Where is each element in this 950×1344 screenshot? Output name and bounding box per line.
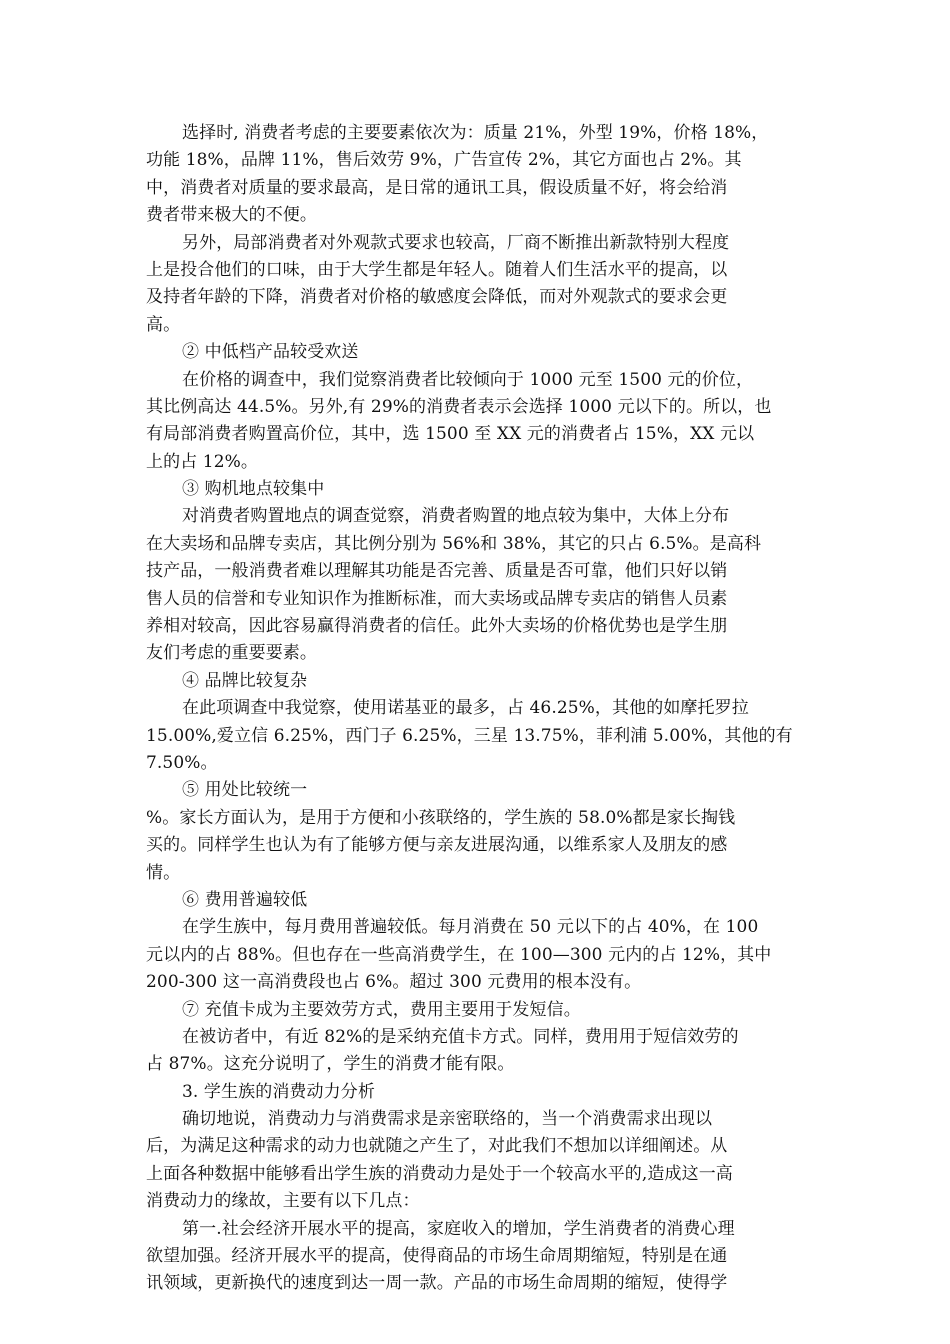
text-line: 在价格的调查中，我们觉察消费者比较倾向于 1000 元至 1500 元的价位， xyxy=(182,369,754,390)
text-line: 功能 18%，品牌 11%，售后效劳 9%，广告宣传 2%，其它方面也占 2%。其 xyxy=(146,150,742,171)
text-line: 选择时, 消费者考虑的主要要素依次为：质量 21%，外型 19%，价格 18%， xyxy=(182,123,769,143)
text-line: 售人员的信誉和专业知识作为推断标准，而大卖场或品牌专卖店的销售人员素 xyxy=(146,588,728,609)
text-line: 在大卖场和品牌专卖店，其比例分别为 56%和 38%，其它的只占 6.5%。是高科 xyxy=(146,533,762,554)
section-heading: ② 中低档产品较受欢送 xyxy=(182,342,359,363)
section-heading: ③ 购机地点较集中 xyxy=(182,479,325,500)
text-line: 上是投合他们的口味，由于大学生都是年轻人。随着人们生活水平的提高，以 xyxy=(146,259,728,280)
text-line: 技产品，一般消费者难以理解其功能是否完善、质量是否可靠，他们只好以销 xyxy=(146,561,728,582)
text-line: 对消费者购置地点的调查觉察，消费者购置的地点较为集中，大体上分布 xyxy=(182,506,730,527)
text-line: 元以内的占 88%。但也存在一些高消费学生，在 100—300 元内的占 12%，其中 xyxy=(146,944,772,965)
text-line: 后，为满足这种需求的动力也就随之产生了，对此我们不想加以详细阐述。从 xyxy=(146,1136,728,1157)
text-line: 另外，局部消费者对外观款式要求也较高，厂商不断推出新款特别大程度 xyxy=(182,232,730,253)
text-line: 上的占 12%。 xyxy=(146,451,258,472)
text-line: 费者带来极大的不便。 xyxy=(146,205,317,226)
text-line: 及持者年龄的下降，消费者对价格的敏感度会降低，而对外观款式的要求会更 xyxy=(146,287,728,308)
text-line: 友们考虑的重要要素。 xyxy=(146,643,317,664)
text-line: 养相对较高，因此容易赢得消费者的信任。此外大卖场的价格优势也是学生朋 xyxy=(146,616,728,637)
text-line: 有局部消费者购置高价位，其中，选 1500 至 XX 元的消费者占 15%，XX 元以 xyxy=(146,424,755,445)
text-line: 讯领域，更新换代的速度到达一周一款。产品的市场生命周期的缩短，使得学 xyxy=(146,1273,728,1294)
section-heading: ④ 品牌比较复杂 xyxy=(182,670,308,691)
text-line: 在被访者中，有近 82%的是采纳充值卡方式。同样，费用用于短信效劳的 xyxy=(182,1026,739,1047)
text-line: 在此项调查中我觉察，使用诺基亚的最多，占 46.25%，其他的如摩托罗拉 xyxy=(182,698,749,719)
section-heading: ⑦ 充值卡成为主要效劳方式，费用主要用于发短信。 xyxy=(182,999,581,1020)
text-line: 中，消费者对质量的要求最高，是日常的通讯工具，假设质量不好，将会给消 xyxy=(146,177,728,198)
section-heading: ⑤ 用处比较统一 xyxy=(182,780,308,801)
text-line: 200-300 这一高消费段也占 6%。超过 300 元费用的根本没有。 xyxy=(146,972,642,993)
text-line: 情。 xyxy=(146,862,181,883)
text-line: 其比例高达 44.5%。另外,有 29%的消费者表示会选择 1000 元以下的。所以，也 xyxy=(146,396,772,417)
text-line: 高。 xyxy=(146,314,181,335)
text-line: 上面各种数据中能够看出学生族的消费动力是处于一个较高水平的,造成这一高 xyxy=(146,1163,733,1184)
text-line: 买的。同样学生也认为有了能够方便与亲友进展沟通，以维系家人及朋友的感 xyxy=(146,835,728,856)
text-line: %。家长方面认为，是用于方便和小孩联络的，学生族的 58.0%都是家长掏钱 xyxy=(146,807,736,828)
text-line: 7.50%。 xyxy=(146,752,218,773)
text-line: 占 87%。这充分说明了，学生的消费才能有限。 xyxy=(146,1054,515,1075)
text-line: 在学生族中，每月费用普遍较低。每月消费在 50 元以下的占 40%，在 100 xyxy=(182,917,759,938)
section-heading: ⑥ 费用普遍较低 xyxy=(182,889,308,910)
text-line: 确切地说，消费动力与消费需求是亲密联络的，当一个消费需求出现以 xyxy=(182,1109,713,1130)
section-heading: 3. 学生族的消费动力分析 xyxy=(182,1081,375,1102)
text-line: 欲望加强。经济开展水平的提高，使得商品的市场生命周期缩短，特别是在通 xyxy=(146,1246,728,1267)
text-line: 15.00%,爱立信 6.25%，西门子 6.25%，三星 13.75%，菲利浦 5.00%，其他的有 xyxy=(146,725,793,746)
body-text xyxy=(146,120,810,1298)
text-line: 消费动力的缘故，主要有以下几点： xyxy=(146,1191,420,1212)
text-line: 第一.社会经济开展水平的提高，家庭收入的增加，学生消费者的消费心理 xyxy=(182,1218,735,1239)
